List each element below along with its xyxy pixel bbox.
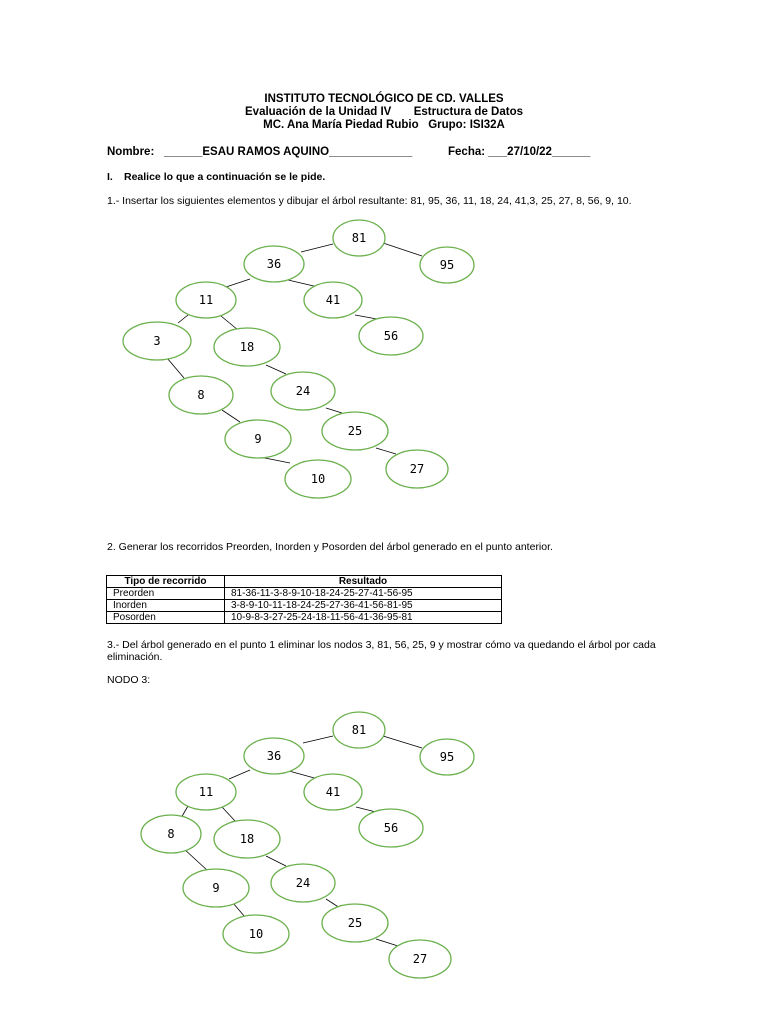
edge-36-41	[289, 771, 318, 779]
date-label: Fecha:	[448, 146, 486, 158]
step-label-nodo-3: NODO 3:	[107, 674, 151, 686]
tree-node-27-label: 27	[409, 462, 425, 476]
edge-81-95	[383, 736, 422, 748]
tree-node-9	[183, 869, 249, 907]
traversal-type-cell: Preorden	[107, 588, 225, 600]
tree-node-24-label: 24	[295, 876, 311, 890]
tree-node-56-label: 56	[383, 329, 399, 343]
tree-node-24	[271, 864, 335, 902]
tree-node-24-label: 24	[295, 384, 311, 398]
tree-node-36-label: 36	[266, 749, 282, 763]
question-2-text: 2. Generar los recorridos Preorden, Inorden y Posorden del árbol generado en el punto anterior.	[107, 541, 553, 553]
edge-36-11	[229, 770, 250, 779]
tree-node-18	[214, 820, 280, 858]
tree-node-8-label: 8	[167, 827, 175, 841]
tree-node-11	[176, 774, 236, 810]
tree-node-41-label: 41	[325, 785, 341, 799]
tree-node-95-label: 95	[439, 750, 455, 764]
tree-node-3-label: 3	[153, 334, 161, 348]
traversal-result-cell: 10-9-8-3-27-25-24-18-11-56-41-36-95-81	[225, 612, 502, 624]
tree-node-56	[359, 809, 423, 847]
tree-node-81-label: 81	[351, 231, 367, 245]
tree-node-81-label: 81	[351, 723, 367, 737]
tree-node-18-label: 18	[239, 340, 255, 354]
edge-8-9	[183, 848, 208, 871]
edge-9-10	[233, 903, 245, 917]
tree-node-10-label: 10	[310, 472, 326, 486]
name-label: Nombre:	[107, 146, 155, 158]
edge-18-24	[266, 856, 286, 866]
tree-node-11-label: 11	[198, 293, 214, 307]
tree-node-11-label: 11	[198, 785, 214, 799]
institute-title: INSTITUTO TECNOLÓGICO DE CD. VALLES	[264, 93, 504, 105]
teacher-group-line: MC. Ana María Piedad Rubio Grupo: ISI32A	[263, 119, 505, 131]
tree-node-41-label: 41	[325, 293, 341, 307]
date-value: ___27/10/22______	[488, 146, 591, 158]
table-header-result: Resultado	[225, 576, 502, 588]
traversal-type-cell: Inorden	[107, 600, 225, 612]
tree-node-25	[322, 904, 388, 942]
tree-node-18-label: 18	[239, 832, 255, 846]
tree-node-27	[389, 940, 451, 978]
tree-node-95-label: 95	[439, 258, 455, 272]
tree-node-81	[333, 712, 385, 748]
tree-node-8-label: 8	[197, 388, 205, 402]
tree-node-10-label: 10	[248, 927, 264, 941]
edge-41-56	[356, 807, 376, 812]
tree-node-9-label: 9	[212, 881, 220, 895]
tree-node-25-label: 25	[347, 424, 363, 438]
tree-node-10	[223, 915, 289, 953]
tree-node-36-label: 36	[266, 257, 282, 271]
edge-11-18	[222, 807, 236, 822]
tree-node-9-label: 9	[254, 432, 262, 446]
traversal-result-cell: 3-8-9-10-11-18-24-25-27-36-41-56-81-95	[225, 600, 502, 612]
tree-node-25-label: 25	[347, 916, 363, 930]
tree-node-36	[244, 738, 304, 774]
traversal-type-cell: Posorden	[107, 612, 225, 624]
tree-node-56-label: 56	[383, 821, 399, 835]
traversal-result-cell: 81-36-11-3-8-9-10-18-24-25-27-41-56-95	[225, 588, 502, 600]
exam-subtitle: Evaluación de la Unidad IV Estructura de Datos	[245, 106, 523, 118]
edge-81-36	[303, 736, 333, 743]
question-1-text: 1.- Insertar los siguientes elementos y dibujar el árbol resultante: 81, 95, 36, 11, 18, 24, 41,3, 25, 27, 8, 56, 9, 10.	[107, 195, 632, 207]
name-value: ______ESAU RAMOS AQUINO_____________	[164, 146, 413, 158]
edge-25-27	[376, 939, 398, 946]
tree-node-95	[420, 739, 474, 775]
tree-node-8	[141, 815, 201, 853]
table-header-type: Tipo de recorrido	[107, 576, 225, 588]
section-number: I.	[107, 171, 113, 183]
question-3-text: 3.- Del árbol generado en el punto 1 eliminar los nodos 3, 81, 56, 25, 9 y mostrar cómo va quedando el árbol por cada eliminación.	[107, 639, 656, 663]
tree-node-27-label: 27	[412, 952, 428, 966]
section-instruction: Realice lo que a continuación se le pide.	[124, 171, 326, 183]
tree-node-41	[304, 774, 362, 810]
